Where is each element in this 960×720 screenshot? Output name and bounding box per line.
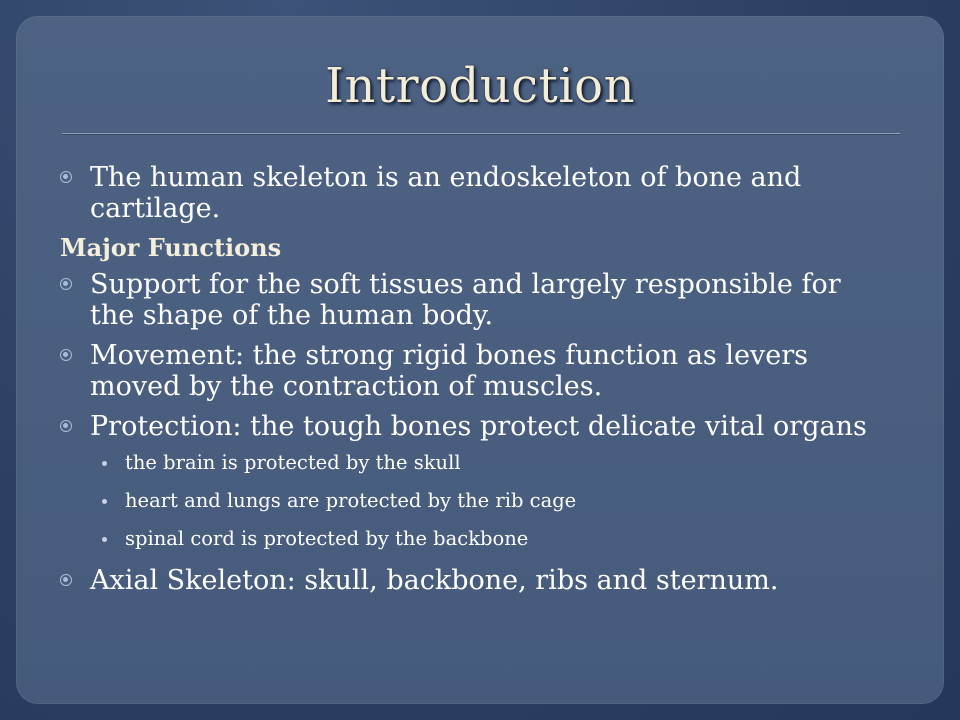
sub-bullet-text: the brain is protected by the skull — [125, 451, 461, 474]
section-heading: Major Functions — [60, 233, 282, 262]
circle-bullet-icon — [60, 420, 72, 432]
sub-bullet-heart-lungs — [60, 489, 890, 513]
slide-body — [60, 162, 890, 605]
bullet-protection — [60, 411, 890, 442]
dot-bullet-icon — [102, 461, 107, 466]
circle-bullet-icon — [60, 171, 72, 183]
sub-bullet-brain — [60, 451, 890, 475]
circle-bullet-icon — [60, 574, 72, 586]
bullet-text: Support for the soft tissues and largely responsible for the shape of the human body. — [90, 269, 841, 331]
bullet-text: Axial Skeleton: skull, backbone, ribs and sternum. — [90, 565, 779, 596]
sub-bullet-text: heart and lungs are protected by the rib cage — [125, 489, 577, 512]
bullet-intro — [60, 162, 890, 224]
circle-bullet-icon — [60, 278, 72, 290]
bullet-text: Movement: the strong rigid bones function as levers moved by the contraction of muscles. — [90, 340, 808, 402]
circle-bullet-icon — [60, 349, 72, 361]
slide-title: Introduction — [325, 58, 635, 114]
dot-bullet-icon — [102, 499, 107, 504]
bullet-axial-skeleton — [60, 565, 890, 596]
dot-bullet-icon — [102, 537, 107, 542]
bullet-movement — [60, 340, 890, 402]
sub-bullet-spinal-cord — [60, 527, 890, 551]
bullet-support — [60, 269, 890, 331]
sub-bullet-text: spinal cord is protected by the backbone — [125, 527, 529, 550]
bullet-text: Protection: the tough bones protect delicate vital organs — [90, 411, 867, 442]
title-divider — [62, 133, 900, 134]
bullet-text: The human skeleton is an endoskeleton of bone and cartilage. — [90, 162, 802, 224]
